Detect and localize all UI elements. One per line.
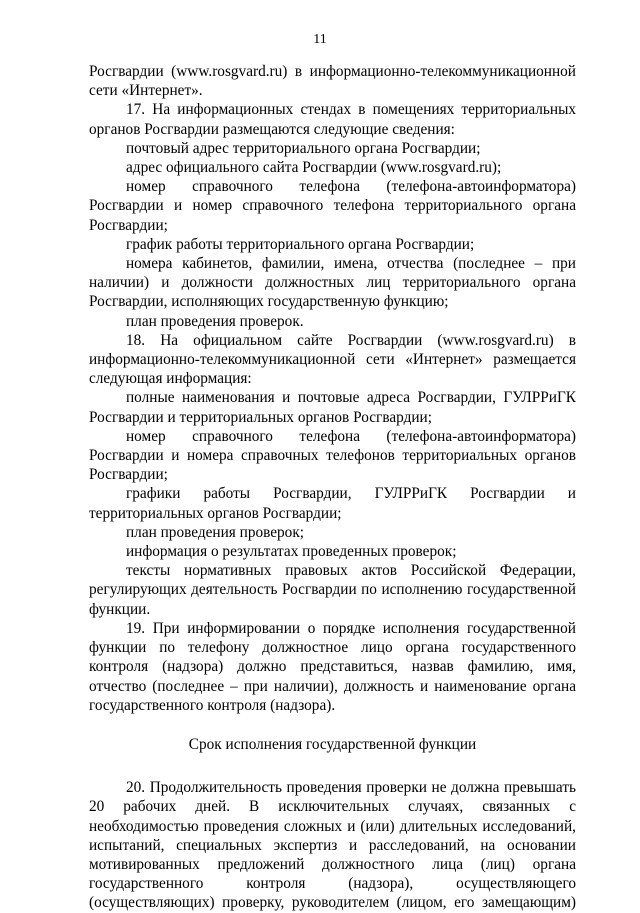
- list-item: номер справочного телефона (телефона-автоинформатора) Росгвардии и номера справочных телефонов территориальных органов Росгвардии;: [89, 427, 576, 484]
- paragraph-20: 20. Продолжительность проведения проверки не должна превышать 20 рабочих дней. В исключительных случаях, связанных с необходимостью проведения сложных и (или) длительных исследований, испытаний, специальных экспертиз и расследований, на основании мотивированных предложений должностного лица (лиц) органа государственного контроля (надзора), осуществляющего (осуществляющих) проверку, руководителем (лицом, его замещающим): [89, 779, 576, 912]
- paragraph-18: 18. На официальном сайте Росгвардии (www.rosgvard.ru) в информационно-телекоммуникационной сети «Интернет» размещается следующая информация:: [89, 331, 576, 388]
- list-item: информация о результатах проведенных проверок;: [126, 543, 457, 561]
- list-item: номера кабинетов, фамилии, имена, отчества (последнее – при наличии) и должности должностных лиц территориального органа Росгвардии, исполняющих государственную функцию;: [89, 255, 576, 311]
- list-item: графики работы Росгвардии, ГУЛРРиГК Росгвардии и территориальных органов Росгвардии;: [89, 485, 576, 522]
- paragraph-16-end: Росгвардии (www.rosgvard.ru) в информационно-телекоммуникационной сети «Интернет».: [89, 63, 576, 100]
- list-item: адрес официального сайта Росгвардии (www.rosgvard.ru);: [126, 159, 502, 177]
- list-item: номер справочного телефона (телефона-автоинформатора) Росгвардии и номер справочного телефона территориального органа Росгвардии;: [89, 178, 576, 234]
- list-item: план проведения проверок;: [126, 523, 305, 541]
- list-item: тексты нормативных правовых актов Российской Федерации, регулирующих деятельность Росгвардии по исполнению государственной функции.: [89, 562, 576, 618]
- list-item: график работы территориального органа Росгвардии;: [126, 235, 475, 253]
- list-item: полные наименования и почтовые адреса Росгвардии, ГУЛРРиГК Росгвардии и территориальных органов Росгвардии;: [89, 389, 576, 426]
- list-item: почтовый адрес территориального органа Росгвардии;: [126, 139, 481, 157]
- paragraph-17: 17. На информационных стендах в помещениях территориальных органов Росгвардии размещаются следующие сведения:: [89, 101, 576, 138]
- paragraph-19: 19. При информировании о порядке исполнения государственной функции по телефону должностное лицо органа государственного контроля (надзора) должно представиться, назвав фамилию, имя, отчество (последнее – при наличии), должность и наименование органа государственного контроля (надзора).: [89, 619, 576, 714]
- list-item: план проведения проверок.: [126, 312, 304, 330]
- section-heading: Срок исполнения государственной функции: [188, 735, 477, 753]
- document-body: [89, 62, 576, 913]
- page-number: 11: [313, 32, 327, 47]
